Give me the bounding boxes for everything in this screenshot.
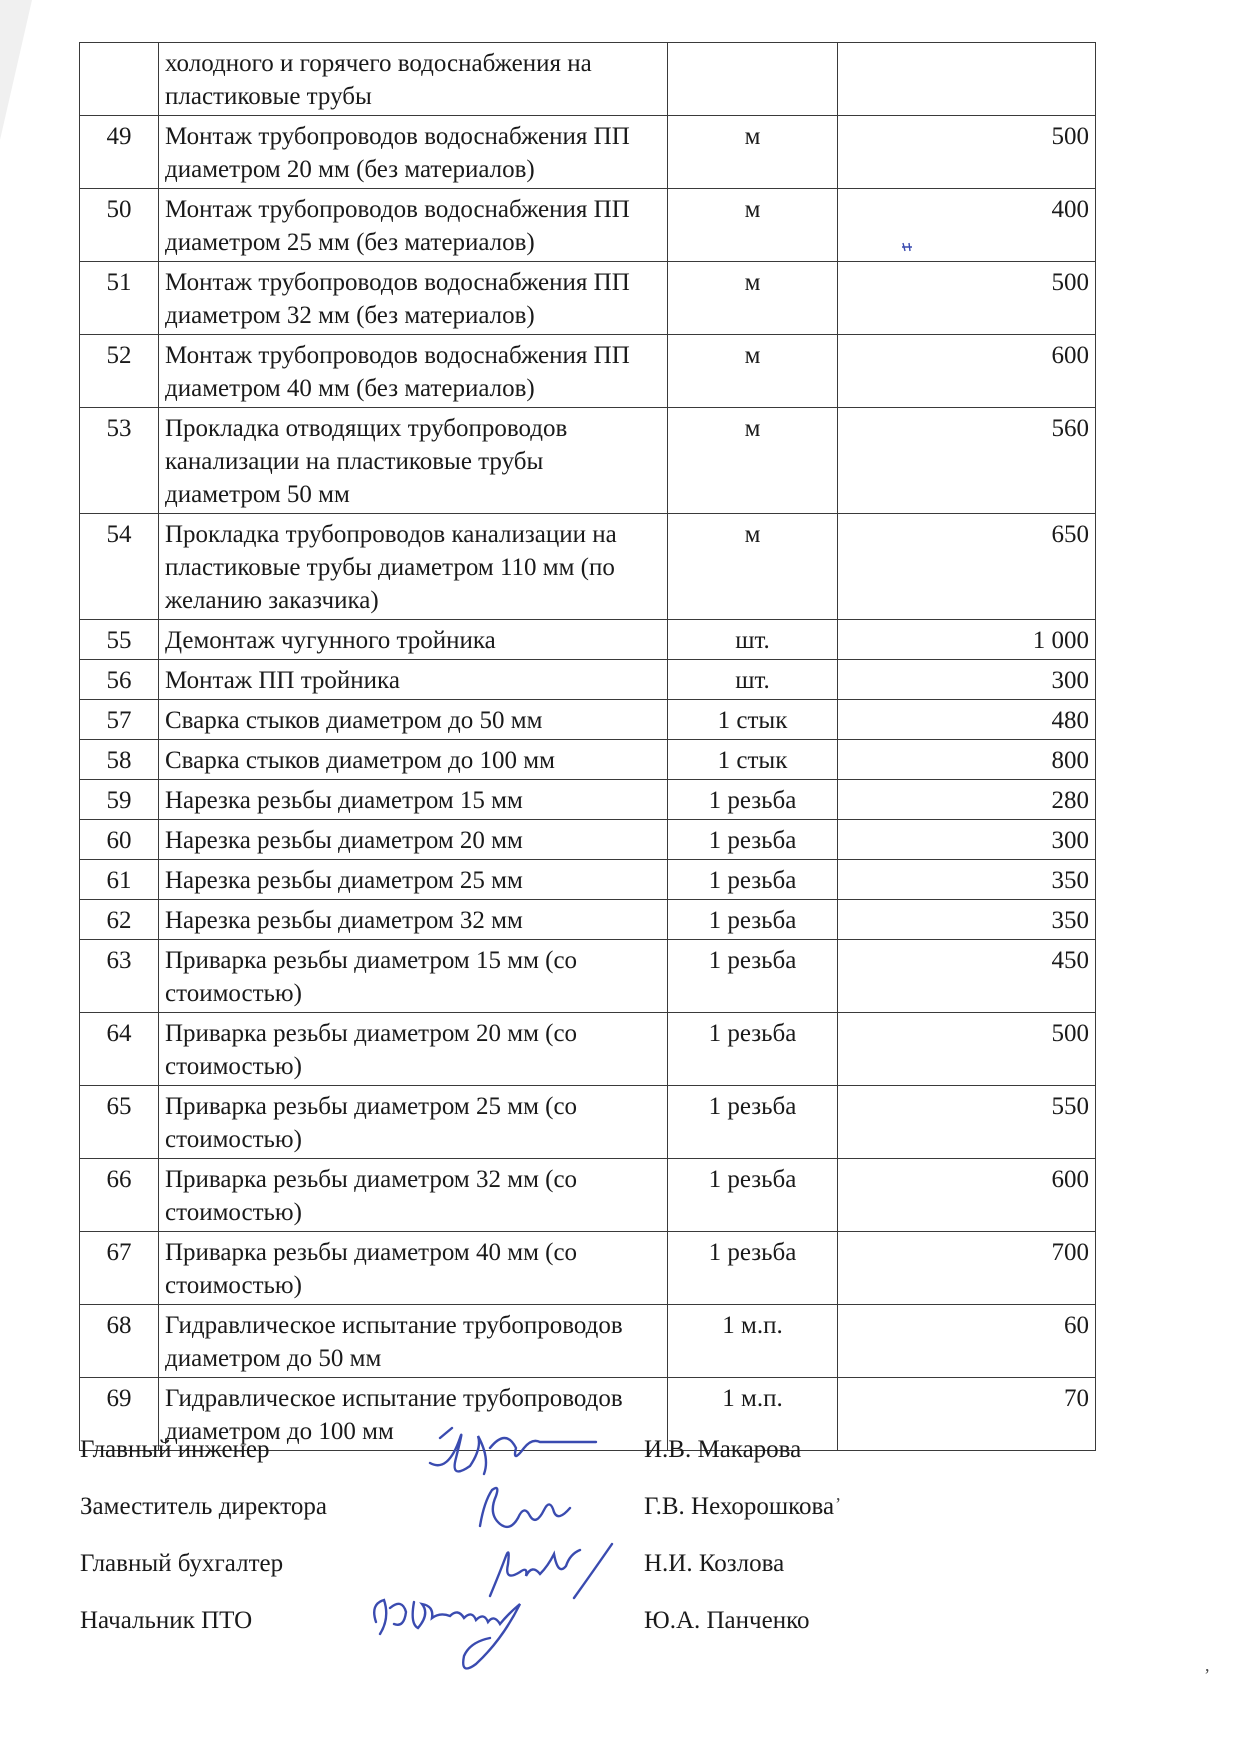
service-name-cell: Приварка резьбы диаметром 32 мм (со стоимостью): [159, 1159, 668, 1232]
table-row: [80, 940, 1096, 1013]
price-cell: 600: [838, 335, 1096, 408]
table-row: [80, 740, 1096, 780]
price-cell: 500: [838, 116, 1096, 189]
price-cell: [838, 43, 1096, 116]
unit-cell: 1 резьба: [668, 780, 838, 820]
price-cell: 350: [838, 860, 1096, 900]
row-number-cell: 63: [80, 940, 159, 1013]
table-row: [80, 408, 1096, 514]
service-name-cell: Демонтаж чугунного тройника: [159, 620, 668, 660]
table-row: [80, 116, 1096, 189]
row-number-cell: 53: [80, 408, 159, 514]
price-cell: 1 000: [838, 620, 1096, 660]
unit-cell: 1 стык: [668, 700, 838, 740]
unit-cell: 1 м.п.: [668, 1378, 838, 1451]
price-cell: 700: [838, 1232, 1096, 1305]
row-number-cell: 67: [80, 1232, 159, 1305]
handwritten-signature-4: [360, 1584, 560, 1680]
handwritten-signature-2: [470, 1482, 580, 1534]
table-row: [80, 820, 1096, 860]
ink-speck: ,: [836, 1484, 841, 1504]
service-name-cell: Приварка резьбы диаметром 25 мм (со стоимостью): [159, 1086, 668, 1159]
row-number-cell: 60: [80, 820, 159, 860]
service-name-cell: Нарезка резьбы диаметром 20 мм: [159, 820, 668, 860]
price-cell: 350: [838, 900, 1096, 940]
row-number-cell: 66: [80, 1159, 159, 1232]
ink-speck: [900, 240, 914, 254]
table-row: [80, 1305, 1096, 1378]
service-name-cell: Гидравлическое испытание трубопроводов диаметром до 50 мм: [159, 1305, 668, 1378]
price-cell: 60: [838, 1305, 1096, 1378]
price-cell: 650: [838, 514, 1096, 620]
table-row: [80, 700, 1096, 740]
unit-cell: 1 резьба: [668, 1232, 838, 1305]
row-number-cell: [80, 43, 159, 116]
service-name-cell: Нарезка резьбы диаметром 32 мм: [159, 900, 668, 940]
page-corner-fold: [0, 0, 32, 140]
table-row: [80, 514, 1096, 620]
service-name-cell: Гидравлическое испытание трубопроводов диаметром до 100 мм: [159, 1378, 668, 1451]
ink-speck: ,: [1205, 1655, 1210, 1675]
price-cell: 800: [838, 740, 1096, 780]
table-row: [80, 1232, 1096, 1305]
signature-row-chief-accountant: [80, 1546, 1180, 1603]
price-cell: 70: [838, 1378, 1096, 1451]
price-cell: 480: [838, 700, 1096, 740]
unit-cell: 1 резьба: [668, 1086, 838, 1159]
signature-row-deputy-director: [80, 1489, 1180, 1546]
price-cell: 450: [838, 940, 1096, 1013]
signatory-name: Н.И. Козлова: [644, 1550, 785, 1577]
service-name-cell: Прокладка отводящих трубопроводов канализации на пластиковые трубы диаметром 50 мм: [159, 408, 668, 514]
unit-cell: м: [668, 335, 838, 408]
service-name-cell: Сварка стыков диаметром до 100 мм: [159, 740, 668, 780]
signature-row-chief-engineer: [80, 1432, 1180, 1489]
unit-cell: шт.: [668, 660, 838, 700]
row-number-cell: 51: [80, 262, 159, 335]
table-row: [80, 1086, 1096, 1159]
row-number-cell: 61: [80, 860, 159, 900]
row-number-cell: 59: [80, 780, 159, 820]
signature-row-pto-head: [80, 1603, 1180, 1660]
signatory-name: Г.В. Нехорошкова: [644, 1493, 835, 1520]
price-cell: 280: [838, 780, 1096, 820]
table-row: [80, 860, 1096, 900]
service-name-cell: Монтаж трубопроводов водоснабжения ПП диаметром 32 мм (без материалов): [159, 262, 668, 335]
row-number-cell: 50: [80, 189, 159, 262]
table-row: [80, 900, 1096, 940]
table-row: [80, 660, 1096, 700]
unit-cell: 1 стык: [668, 740, 838, 780]
unit-cell: 1 резьба: [668, 1159, 838, 1232]
service-name-cell: холодного и горячего водоснабжения на пластиковые трубы: [159, 43, 668, 116]
price-table: [79, 42, 1096, 1451]
service-name-cell: Приварка резьбы диаметром 15 мм (со стоимостью): [159, 940, 668, 1013]
unit-cell: м: [668, 116, 838, 189]
service-name-cell: Приварка резьбы диаметром 40 мм (со стоимостью): [159, 1232, 668, 1305]
service-name-cell: Нарезка резьбы диаметром 15 мм: [159, 780, 668, 820]
price-cell: 600: [838, 1159, 1096, 1232]
table-row: [80, 262, 1096, 335]
service-name-cell: Монтаж трубопроводов водоснабжения ПП диаметром 20 мм (без материалов): [159, 116, 668, 189]
unit-cell: [668, 43, 838, 116]
row-number-cell: 62: [80, 900, 159, 940]
table-row: [80, 1013, 1096, 1086]
service-name-cell: Прокладка трубопроводов канализации на пластиковые трубы диаметром 110 мм (по желанию заказчика): [159, 514, 668, 620]
price-cell: 500: [838, 262, 1096, 335]
table-row: [80, 189, 1096, 262]
unit-cell: м: [668, 189, 838, 262]
unit-cell: м: [668, 262, 838, 335]
signatory-title: Главный инженер: [80, 1436, 270, 1463]
service-name-cell: Приварка резьбы диаметром 20 мм (со стоимостью): [159, 1013, 668, 1086]
row-number-cell: 64: [80, 1013, 159, 1086]
unit-cell: 1 м.п.: [668, 1305, 838, 1378]
row-number-cell: 65: [80, 1086, 159, 1159]
row-number-cell: 57: [80, 700, 159, 740]
unit-cell: 1 резьба: [668, 1013, 838, 1086]
price-cell: 550: [838, 1086, 1096, 1159]
signature-block: [80, 1432, 1180, 1660]
unit-cell: 1 резьба: [668, 940, 838, 1013]
price-cell: 400: [838, 189, 1096, 262]
price-cell: 560: [838, 408, 1096, 514]
service-name-cell: Сварка стыков диаметром до 50 мм: [159, 700, 668, 740]
service-name-cell: Монтаж трубопроводов водоснабжения ПП диаметром 40 мм (без материалов): [159, 335, 668, 408]
row-number-cell: 69: [80, 1378, 159, 1451]
row-number-cell: 68: [80, 1305, 159, 1378]
row-number-cell: 52: [80, 335, 159, 408]
price-cell: 500: [838, 1013, 1096, 1086]
unit-cell: шт.: [668, 620, 838, 660]
unit-cell: 1 резьба: [668, 860, 838, 900]
table-row: [80, 620, 1096, 660]
signatory-title: Начальник ПТО: [80, 1607, 253, 1634]
table-row: [80, 780, 1096, 820]
unit-cell: м: [668, 408, 838, 514]
price-table-body: [80, 43, 1096, 1451]
signatory-title: Главный бухгалтер: [80, 1550, 284, 1577]
signatory-name: И.В. Макарова: [644, 1436, 802, 1463]
unit-cell: 1 резьба: [668, 900, 838, 940]
table-row: [80, 43, 1096, 116]
row-number-cell: 54: [80, 514, 159, 620]
row-number-cell: 49: [80, 116, 159, 189]
table-row: [80, 335, 1096, 408]
handwritten-signature-1: [420, 1418, 610, 1486]
price-cell: 300: [838, 820, 1096, 860]
unit-cell: м: [668, 514, 838, 620]
service-name-cell: Монтаж трубопроводов водоснабжения ПП диаметром 25 мм (без материалов): [159, 189, 668, 262]
service-name-cell: Монтаж ПП тройника: [159, 660, 668, 700]
row-number-cell: 56: [80, 660, 159, 700]
unit-cell: 1 резьба: [668, 820, 838, 860]
price-cell: 300: [838, 660, 1096, 700]
row-number-cell: 55: [80, 620, 159, 660]
service-name-cell: Нарезка резьбы диаметром 25 мм: [159, 860, 668, 900]
signatory-title: Заместитель директора: [80, 1493, 327, 1520]
table-row: [80, 1159, 1096, 1232]
row-number-cell: 58: [80, 740, 159, 780]
signatory-name: Ю.А. Панченко: [644, 1607, 810, 1634]
